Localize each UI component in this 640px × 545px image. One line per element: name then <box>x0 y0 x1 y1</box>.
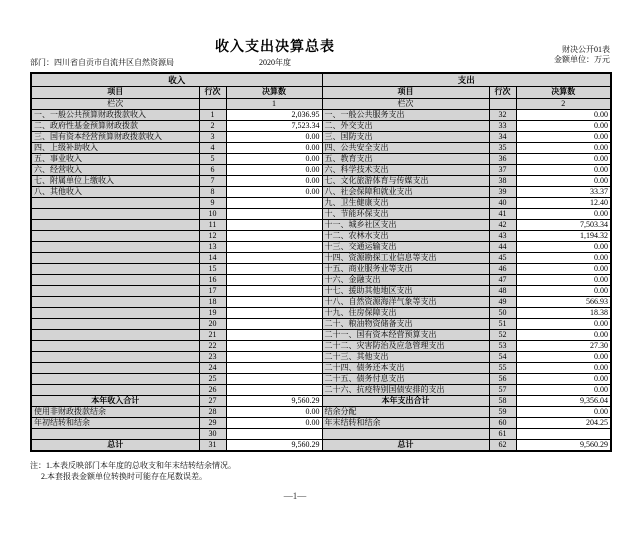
column-index-row <box>31 98 611 109</box>
expense-line-number: 54 <box>489 351 516 362</box>
table-row <box>31 219 611 230</box>
expense-item-label: 二十、粮油物资储备支出 <box>322 318 489 329</box>
expense-line-number: 36 <box>489 153 516 164</box>
expense-value: 0.00 <box>516 131 611 142</box>
expense-value: 0.00 <box>516 142 611 153</box>
expense-line-number: 32 <box>489 109 516 120</box>
table-row <box>31 439 611 451</box>
income-value: 0.00 <box>226 175 322 186</box>
footnote-1: 注：1.本表反映部门本年度的总收支和年末结转结余情况。 <box>30 461 236 470</box>
income-line-number: 5 <box>199 153 226 164</box>
table-row <box>31 417 611 428</box>
expense-lanci-spacer <box>489 98 516 109</box>
income-item-label <box>31 296 199 307</box>
expense-line-number: 61 <box>489 428 516 439</box>
expense-item-label: 二十一、国有资本经营预算支出 <box>322 329 489 340</box>
table-row <box>31 252 611 263</box>
income-line-number: 10 <box>199 208 226 219</box>
expense-line-number: 51 <box>489 318 516 329</box>
expense-value: 7,503.34 <box>516 219 611 230</box>
income-lanci-label: 栏次 <box>31 98 199 109</box>
expense-line-number: 42 <box>489 219 516 230</box>
income-value <box>226 230 322 241</box>
table-row <box>31 109 611 120</box>
table-row <box>31 263 611 274</box>
income-line-number: 7 <box>199 175 226 186</box>
income-value <box>226 428 322 439</box>
income-item-label: 三、国有资本经营预算财政拨款收入 <box>31 131 199 142</box>
expense-value: 0.00 <box>516 384 611 395</box>
income-amount-header: 决算数 <box>226 86 322 98</box>
income-line-number: 9 <box>199 197 226 208</box>
table-row <box>31 384 611 395</box>
expense-value: 0.00 <box>516 329 611 340</box>
income-line-number: 6 <box>199 164 226 175</box>
expense-item-label: 十一、城乡社区支出 <box>322 219 489 230</box>
income-value <box>226 329 322 340</box>
income-value <box>226 384 322 395</box>
income-value <box>226 263 322 274</box>
income-line-number: 20 <box>199 318 226 329</box>
expense-line-number: 39 <box>489 186 516 197</box>
expense-line-number: 58 <box>489 395 516 406</box>
income-item-label <box>31 362 199 373</box>
income-item-label <box>31 252 199 263</box>
income-value <box>226 307 322 318</box>
income-value <box>226 252 322 263</box>
expense-item-label: 八、社会保障和就业支出 <box>322 186 489 197</box>
table-row <box>31 164 611 175</box>
income-line-number: 15 <box>199 263 226 274</box>
table-row <box>31 131 611 142</box>
expense-value: 0.00 <box>516 373 611 384</box>
income-item-label <box>31 428 199 439</box>
expense-item-label <box>322 428 489 439</box>
income-value: 0.00 <box>226 131 322 142</box>
income-item-label: 年初结转和结余 <box>31 417 199 428</box>
expense-line-number: 48 <box>489 285 516 296</box>
expense-item-label: 十七、援助其他地区支出 <box>322 285 489 296</box>
expense-value: 566.93 <box>516 296 611 307</box>
table-row <box>31 318 611 329</box>
income-value <box>226 373 322 384</box>
expense-value: 0.00 <box>516 252 611 263</box>
income-line-number: 16 <box>199 274 226 285</box>
expense-item-label: 九、卫生健康支出 <box>322 197 489 208</box>
expense-line-header: 行次 <box>489 86 516 98</box>
table-row <box>31 362 611 373</box>
income-line-number: 1 <box>199 109 226 120</box>
expense-item-label: 十、节能环保支出 <box>322 208 489 219</box>
expense-value: 0.00 <box>516 175 611 186</box>
expense-item-label: 五、教育支出 <box>322 153 489 164</box>
table-row <box>31 285 611 296</box>
income-item-label <box>31 373 199 384</box>
expense-value: 0.00 <box>516 351 611 362</box>
income-value <box>226 197 322 208</box>
table-row <box>31 395 611 406</box>
income-item-label <box>31 241 199 252</box>
expense-item-label: 十五、商业服务业等支出 <box>322 263 489 274</box>
expense-value: 0.00 <box>516 241 611 252</box>
table-row <box>31 351 611 362</box>
expense-amount-header: 决算数 <box>516 86 611 98</box>
table-row <box>31 307 611 318</box>
income-line-number: 2 <box>199 120 226 131</box>
income-item-label <box>31 384 199 395</box>
expense-line-number: 37 <box>489 164 516 175</box>
expense-section-header: 支出 <box>322 73 611 86</box>
expense-value: 27.30 <box>516 340 611 351</box>
income-item-label <box>31 329 199 340</box>
table-row <box>31 373 611 384</box>
expense-line-number: 55 <box>489 362 516 373</box>
expense-item-label: 七、文化旅游体育与传媒支出 <box>322 175 489 186</box>
expense-line-number: 47 <box>489 274 516 285</box>
expense-value: 0.00 <box>516 362 611 373</box>
income-item-label: 一、一般公共预算财政拨款收入 <box>31 109 199 120</box>
income-item-label <box>31 197 199 208</box>
expense-item-label: 十二、农林水支出 <box>322 230 489 241</box>
income-line-number: 13 <box>199 241 226 252</box>
expense-line-number: 40 <box>489 197 516 208</box>
income-value <box>226 340 322 351</box>
income-line-number: 23 <box>199 351 226 362</box>
table-row <box>31 241 611 252</box>
income-item-label <box>31 340 199 351</box>
income-item-label <box>31 285 199 296</box>
income-value <box>226 362 322 373</box>
table-row <box>31 329 611 340</box>
income-line-number: 14 <box>199 252 226 263</box>
expense-line-number: 43 <box>489 230 516 241</box>
expense-lanci-label: 栏次 <box>322 98 489 109</box>
expense-line-number: 46 <box>489 263 516 274</box>
page-title: 收入支出决算总表 <box>215 40 335 55</box>
income-value: 0.00 <box>226 142 322 153</box>
expense-line-number: 57 <box>489 384 516 395</box>
income-value: 7,523.34 <box>226 120 322 131</box>
table-body <box>31 109 611 451</box>
income-value <box>226 296 322 307</box>
expense-line-number: 52 <box>489 329 516 340</box>
income-value <box>226 274 322 285</box>
income-line-number: 18 <box>199 296 226 307</box>
expense-item-label: 十九、住房保障支出 <box>322 307 489 318</box>
table-row <box>31 186 611 197</box>
income-item-label: 八、其他收入 <box>31 186 199 197</box>
income-section-header: 收入 <box>31 73 322 86</box>
income-column-number: 1 <box>226 98 322 109</box>
income-line-number: 29 <box>199 417 226 428</box>
income-line-number: 21 <box>199 329 226 340</box>
income-line-number: 26 <box>199 384 226 395</box>
expense-item-label: 四、公共安全支出 <box>322 142 489 153</box>
expense-value: 33.37 <box>516 186 611 197</box>
expense-value: 0.00 <box>516 109 611 120</box>
expense-item-header: 项目 <box>322 86 489 98</box>
income-line-number: 24 <box>199 362 226 373</box>
expense-line-number: 62 <box>489 439 516 451</box>
income-value: 0.00 <box>226 164 322 175</box>
expense-item-label: 本年支出合计 <box>322 395 489 406</box>
income-line-number: 27 <box>199 395 226 406</box>
income-value: 0.00 <box>226 153 322 164</box>
income-value <box>226 241 322 252</box>
income-item-label: 七、附属单位上缴收入 <box>31 175 199 186</box>
expense-item-label: 总计 <box>322 439 489 451</box>
table-row <box>31 406 611 417</box>
expense-line-number: 53 <box>489 340 516 351</box>
doc-number-label: 财决公开01表 <box>562 45 610 54</box>
expense-item-label: 结余分配 <box>322 406 489 417</box>
expense-line-number: 33 <box>489 120 516 131</box>
income-line-number: 31 <box>199 439 226 451</box>
table-row <box>31 340 611 351</box>
expense-value: 0.00 <box>516 318 611 329</box>
fiscal-year-label: 2020年度 <box>259 58 291 67</box>
expense-line-number: 34 <box>489 131 516 142</box>
income-value: 0.00 <box>226 417 322 428</box>
expense-line-number: 49 <box>489 296 516 307</box>
income-item-label: 总计 <box>31 439 199 451</box>
amount-unit-label: 金额单位：万元 <box>554 54 610 64</box>
income-item-label <box>31 274 199 285</box>
expense-item-label: 十八、自然资源海洋气象等支出 <box>322 296 489 307</box>
income-line-number: 3 <box>199 131 226 142</box>
expense-item-label: 二、外交支出 <box>322 120 489 131</box>
income-item-label: 使用非财政拨款结余 <box>31 406 199 417</box>
table-row <box>31 142 611 153</box>
department-label: 部门：四川省自贡市自流井区自然资源局 <box>30 58 174 67</box>
expense-line-number: 56 <box>489 373 516 384</box>
income-value <box>226 219 322 230</box>
income-value <box>226 351 322 362</box>
expense-value: 1,194.32 <box>516 230 611 241</box>
income-line-number: 8 <box>199 186 226 197</box>
income-item-label <box>31 230 199 241</box>
table-row <box>31 296 611 307</box>
expense-value: 0.00 <box>516 285 611 296</box>
income-line-number: 22 <box>199 340 226 351</box>
income-line-number: 25 <box>199 373 226 384</box>
expense-value: 0.00 <box>516 208 611 219</box>
budget-table <box>30 72 612 452</box>
income-item-label: 四、上级补助收入 <box>31 142 199 153</box>
income-item-header: 项目 <box>31 86 199 98</box>
income-value <box>226 208 322 219</box>
section-header-row <box>31 73 611 86</box>
income-line-number: 28 <box>199 406 226 417</box>
expense-item-label: 一、一般公共服务支出 <box>322 109 489 120</box>
income-value: 0.00 <box>226 186 322 197</box>
income-item-label <box>31 318 199 329</box>
income-value: 2,036.95 <box>226 109 322 120</box>
income-value: 9,560.29 <box>226 439 322 451</box>
income-item-label <box>31 307 199 318</box>
expense-value: 0.00 <box>516 164 611 175</box>
expense-value: 9,356.04 <box>516 395 611 406</box>
expense-line-number: 60 <box>489 417 516 428</box>
expense-item-label: 二十六、抗疫特别国债安排的支出 <box>322 384 489 395</box>
expense-value: 0.00 <box>516 120 611 131</box>
expense-line-number: 35 <box>489 142 516 153</box>
income-item-label <box>31 219 199 230</box>
table-row <box>31 175 611 186</box>
page-number: —1— <box>283 491 307 501</box>
table-row <box>31 120 611 131</box>
column-header-row <box>31 86 611 98</box>
expense-item-label: 年末结转和结余 <box>322 417 489 428</box>
expense-value <box>516 428 611 439</box>
footnotes <box>30 460 236 482</box>
expense-value: 0.00 <box>516 263 611 274</box>
income-line-number: 12 <box>199 230 226 241</box>
expense-item-label: 十三、交通运输支出 <box>322 241 489 252</box>
expense-line-number: 45 <box>489 252 516 263</box>
meta-line <box>30 54 610 68</box>
expense-item-label: 六、科学技术支出 <box>322 164 489 175</box>
expense-item-label: 二十五、债务付息支出 <box>322 373 489 384</box>
income-line-number: 17 <box>199 285 226 296</box>
income-item-label: 五、事业收入 <box>31 153 199 164</box>
income-line-number: 19 <box>199 307 226 318</box>
income-line-number: 30 <box>199 428 226 439</box>
table-row <box>31 230 611 241</box>
expense-value: 0.00 <box>516 153 611 164</box>
expense-value: 9,560.29 <box>516 439 611 451</box>
income-lanci-spacer <box>199 98 226 109</box>
expense-item-label: 二十二、灾害防治及应急管理支出 <box>322 340 489 351</box>
expense-item-label: 二十四、债务还本支出 <box>322 362 489 373</box>
income-item-label: 本年收入合计 <box>31 395 199 406</box>
expense-value: 18.38 <box>516 307 611 318</box>
expense-line-number: 59 <box>489 406 516 417</box>
income-line-header: 行次 <box>199 86 226 98</box>
expense-item-label: 二十三、其他支出 <box>322 351 489 362</box>
income-value: 0.00 <box>226 406 322 417</box>
income-value <box>226 285 322 296</box>
table-row <box>31 153 611 164</box>
expense-line-number: 50 <box>489 307 516 318</box>
income-value: 9,560.29 <box>226 395 322 406</box>
table-row <box>31 274 611 285</box>
income-line-number: 11 <box>199 219 226 230</box>
expense-item-label: 三、国防支出 <box>322 131 489 142</box>
expense-value: 12.40 <box>516 197 611 208</box>
income-item-label <box>31 208 199 219</box>
expense-value: 0.00 <box>516 274 611 285</box>
expense-line-number: 38 <box>489 175 516 186</box>
expense-line-number: 41 <box>489 208 516 219</box>
expense-value: 204.25 <box>516 417 611 428</box>
table-row <box>31 208 611 219</box>
income-value <box>226 318 322 329</box>
expense-line-number: 44 <box>489 241 516 252</box>
income-item-label: 六、经营收入 <box>31 164 199 175</box>
expense-item-label: 十四、资源勘探工业信息等支出 <box>322 252 489 263</box>
income-line-number: 4 <box>199 142 226 153</box>
income-item-label: 二、政府性基金预算财政拨款 <box>31 120 199 131</box>
expense-value: 0.00 <box>516 406 611 417</box>
expense-item-label: 十六、金融支出 <box>322 274 489 285</box>
footnote-2: 2.本套报表金额单位转换时可能存在尾数误差。 <box>41 472 207 481</box>
table-row <box>31 428 611 439</box>
table-row <box>31 197 611 208</box>
expense-column-number: 2 <box>516 98 611 109</box>
income-item-label <box>31 263 199 274</box>
income-item-label <box>31 351 199 362</box>
